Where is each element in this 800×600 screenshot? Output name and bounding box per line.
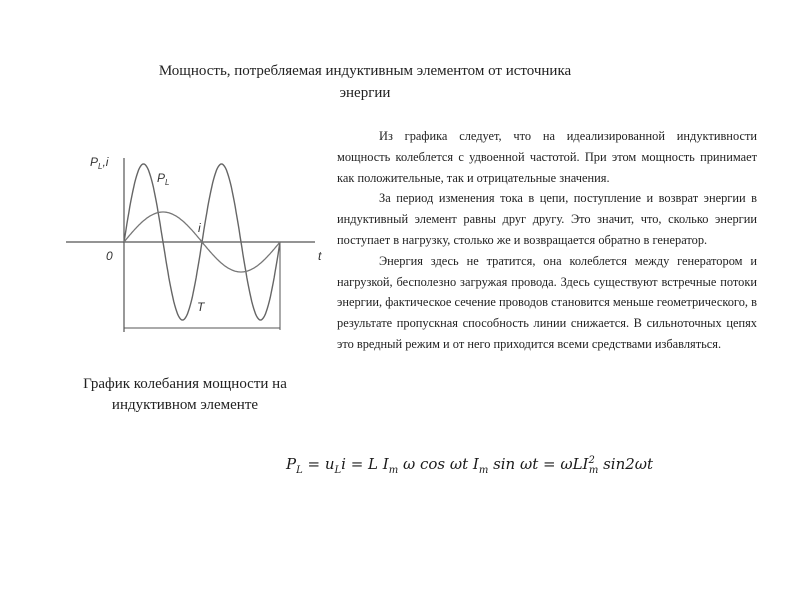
paragraph-3: Энергия здесь не тратится, она колеблется между генератором и нагрузкой, бесполезно загружая провода. Здесь существуют встречные потоки энергии, фактическое сечение проводов становится меньше геометрического, в результате пропускная способность линии снижается. В сильноточных цепях это вредный режим и от него приходится всеми средствами избавляться. <box>337 253 757 351</box>
paragraph-2: За период изменения тока в цепи, поступление и возврат энергии в индуктивный элемент равны друг другу. Это значит, что, сколько энергии поступает в нагрузку, столько же и возвращается обратно в генератор. <box>337 191 757 247</box>
origin-label: 0 <box>106 249 113 263</box>
slide-title: Мощность, потребляемая индуктивным элементом от источника энергии <box>158 63 572 101</box>
power-curve-label: $P_L$ <box>157 171 170 187</box>
current-curve-label: i <box>198 221 201 235</box>
x-axis-label: t <box>318 249 322 263</box>
graph-caption: График колебания мощности на индуктивном элементе <box>83 376 287 413</box>
explanation-text <box>337 126 757 355</box>
power-formula: $P_L = u_Li = L$ $I_m$ ω cos ωt $I_m$ sin ωt = ωLI$^2_m$ sin2ωt <box>286 455 654 476</box>
period-label: T <box>197 300 205 314</box>
y-axis-label: $P_L,i$ <box>90 155 109 171</box>
power-current-graph <box>60 140 340 340</box>
paragraph-1: Из графика следует, что на идеализированной индуктивности мощность колеблется с удвоенной частотой. При этом мощность принимает как положительные, так и отрицательные значения. <box>337 129 757 185</box>
